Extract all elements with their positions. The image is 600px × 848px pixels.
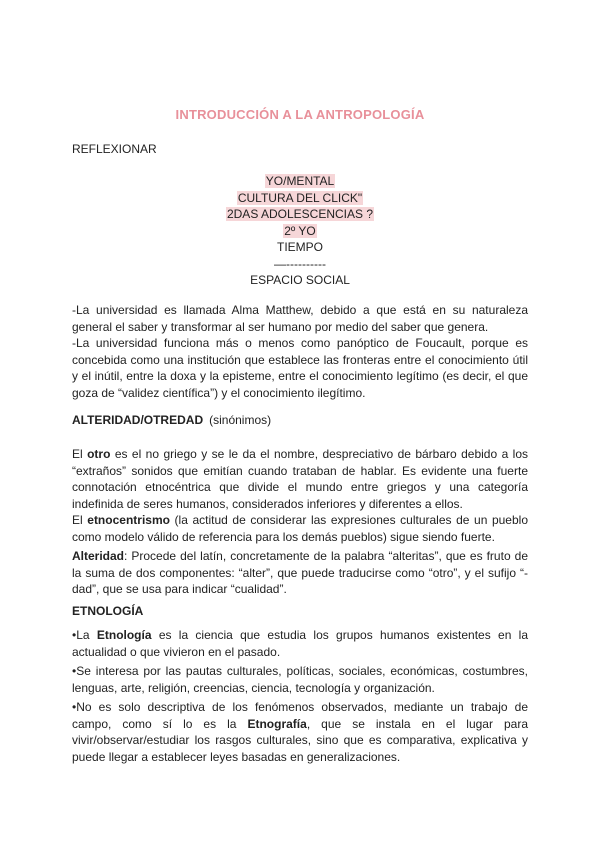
reflection-line-7: ESPACIO SOCIAL — [250, 273, 350, 287]
reflection-line-5: TIEMPO — [276, 240, 323, 254]
etnocentrismo-paragraph: El etnocentrismo (la actitud de considerar las expresiones culturales de un pueblo como modelo válido de referencia para los demás pueblos) sigue siendo fuerte. — [72, 513, 528, 544]
otro-paragraph: El otro es el no griego y se le da el nombre, despreciativo de bárbaro debido a los “extraños” sonidos que emitían cuando trataban de hablar. Es evidente una fuerte connotación etnocéntrica que divide el mundo entre griegos y una categoría indefinida de seres humanos, considerados inferiores y diferentes a ellos. — [72, 447, 528, 511]
otro-term: otro — [87, 447, 111, 461]
reflexionar-label: REFLEXIONAR — [72, 142, 157, 156]
reflection-line-1: YO/MENTAL — [265, 174, 335, 188]
etnologia-bullet-1: •La Etnología es la ciencia que estudia los grupos humanos existentes en la actualidad o que vivieron en el pasado. — [72, 628, 529, 659]
alteridad-paragraph: Alteridad: Procede del latín, concretamente de la palabra “alteritas”, que es fruto de la suma de dos componentes: “alter”, que puede traducirse como “otro”, y el sufijo “-dad”, que se usa para indicar “cualidad”. — [72, 549, 528, 596]
intro-paragraph-1: -La universidad es llamada Alma Matthew, debido a que está en su naturaleza general el saber y transformar al ser humano por medio del saber que genera. — [72, 303, 528, 334]
etnocentrismo-term: etnocentrismo — [87, 513, 170, 527]
etnologia-bullet-2: •Se interesa por las pautas culturales, políticas, sociales, económicas, costumbres, lenguas, arte, religión, creencias, ciencia, tecnología y organización. — [72, 664, 528, 695]
reflection-line-2: CULTURA DEL CLICK" — [237, 190, 363, 205]
reflection-line-3: 2DAS ADOLESCENCIAS ? — [226, 207, 374, 221]
alteridad-term: Alteridad — [72, 549, 125, 563]
intro-paragraphs — [72, 302, 528, 401]
etnologia-heading: ETNOLOGÍA — [72, 604, 144, 618]
alteridad-heading-sub: (sinónimos) — [209, 413, 272, 427]
intro-paragraph-2: -La universidad funciona más o menos como panóptico de Foucault, porque es concebida como una institución que establece las fronteras entre el conocimiento útil y el inútil, entre la doxa y la episteme, entre el conocimiento legítimo (es decir, el que goza de “validez científica”) y el conocimiento ilegítimo. — [72, 336, 528, 400]
etnografia-term: Etnografía — [247, 716, 307, 731]
otro-section — [72, 446, 528, 545]
reflection-line-6: —---------- — [274, 256, 326, 271]
reflection-line-4: 2º YO — [284, 223, 316, 238]
etnologia-term: Etnología — [96, 628, 152, 642]
alteridad-heading — [72, 413, 271, 427]
document-title: INTRODUCCIÓN A LA ANTROPOLOGÍA — [175, 107, 425, 122]
alteridad-heading-title: ALTERIDAD/OTREDAD — [72, 413, 204, 427]
etnologia-bullet-3: •No es solo descriptiva de los fenómenos observados, mediante un trabajo de campo, como sí lo es la Etnografía, que se instala en el lugar para vivir/observar/estudiar los rasgos culturales, sino que es comparativa, explicativa y puede llegar a establecer leyes basadas en generalizaciones. — [72, 700, 529, 764]
reflection-list — [0, 173, 600, 289]
